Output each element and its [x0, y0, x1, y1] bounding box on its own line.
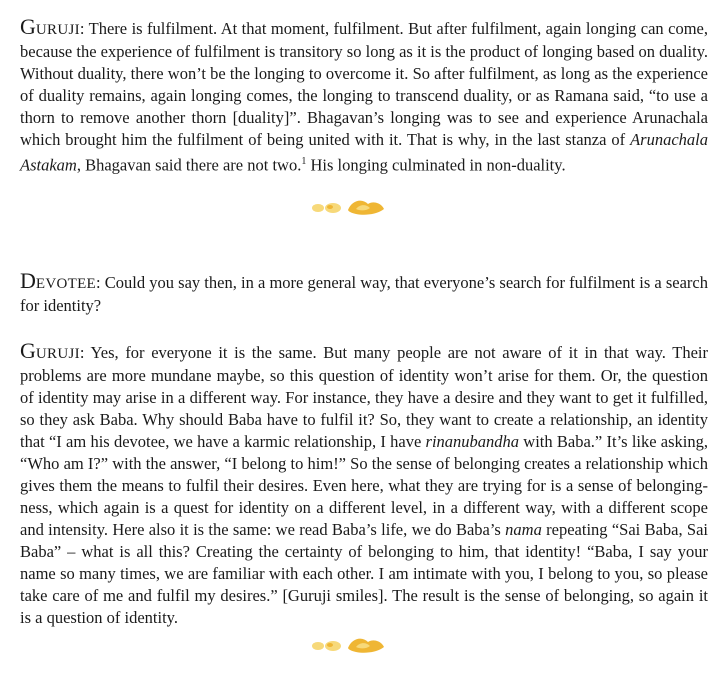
term-italic: rinanubandha: [425, 432, 520, 451]
flower-ornament-icon: [308, 634, 388, 656]
question-text: Could you say then, in a more general way, that everyone’s search for fulfilment is a search for identity?: [20, 273, 708, 315]
title-italic: Arunachala Astakam: [20, 130, 708, 175]
answer-text: Yes, for everyone it is the same. But many people are not aware of it in that way. Their problems are more mundane maybe, so this question of identity won’t arise for them. Or, the question of identity may arise in a different way. For instance, they have a desire and they want to get it fulfilled, so they ask Baba. Why should Baba have to fulfil it? So, they want to create a relationship, an identity that “I am his devotee, we have a karmic relationship, I have: [20, 343, 708, 451]
guruji-answer-2: GURUJI: Yes, for everyone it is the same. But many people are not aware of it in that way. Their problems are more mundane maybe, so this question of identity won’t arise for them. Or, the question of identity may arise in a different way. For instance, they have a desire and they want to get it fulfilled, so they ask Baba. Why should Baba have to fulfil it? So, they want to create a relationship, an identity that “I am his devotee, we have a karmic relationship, I have rinanubandha with Baba.” It’s like asking, “Who am I?” with the answer, “I belong to him!” So the sense of belonging creates a relationship which gives them the means to fulfil their desires. Even here, what they are trying for is a sense of belongingness, which again is a quest for identity on a different level, in a different way, with a different scope and intensity. Here also it is the same: we read Baba’s life, we do Baba’s nama repeating “Sai Baba, Sai Baba” – what is all this? Creating the certainty of belonging to him, that identity! “Baba, I say your name so many times, we are familiar with each other. I am intimate with you, I belong to you, so please take care of me and fulfil my desires.” [Guruji smiles]. The result is the sense of belonging, so again it is a question of identity.: [20, 338, 709, 627]
term-italic: nama: [505, 520, 542, 539]
guruji-answer-1: GURUJI: There is fulfilment. At that moment, fulfilment. But after fulfilment, again longing can come, because the experience of fulfilment is transitory so long as it is the product of longing based on duality. Without duality, there won’t be the longing to overcome it. So after fulfilment, as long as the experience of duality remains, again longing comes, the longing to transcend duality, or as Ramana said, “to use a thorn to remove another thorn [duality]”. Bhagavan’s longing was to see and experience Arunachala which brought him the fulfilment of being united with it. That is why, in the last stanza of Arunachala Astakam, Bhagavan said there are not two.$^1$ His longing culminated in non-duality.: [20, 14, 708, 175]
speaker-label: GURUJI: [20, 14, 80, 39]
speaker-label: GURUJI: [20, 338, 80, 363]
devotee-question: DEVOTEE: Could you say then, in a more general way, that everyone’s search for fulfilment is a search for identity?: [20, 268, 708, 315]
answer-text: There is fulfilment. At that moment, fulfilment. But after fulfilment, again longing can come, because the experience of fulfilment is transitory so long as it is the product of longing based on duality. Without duality, there won’t be the longing to overcome it. So after fulfilment, as long as the experience of duality remains, again longing comes, the longing to transcend duality, or as Ramana said, “to use a thorn to remove another thorn [duality]”. Bhagavan’s longing was to see and experience Arunachala which brought him the fulfilment of being united with it. That is why, in the last stanza of: [20, 19, 708, 149]
speaker-label: DEVOTEE: [20, 268, 97, 293]
footnote-marker: 1: [301, 156, 307, 167]
flower-ornament-icon: [308, 196, 388, 218]
